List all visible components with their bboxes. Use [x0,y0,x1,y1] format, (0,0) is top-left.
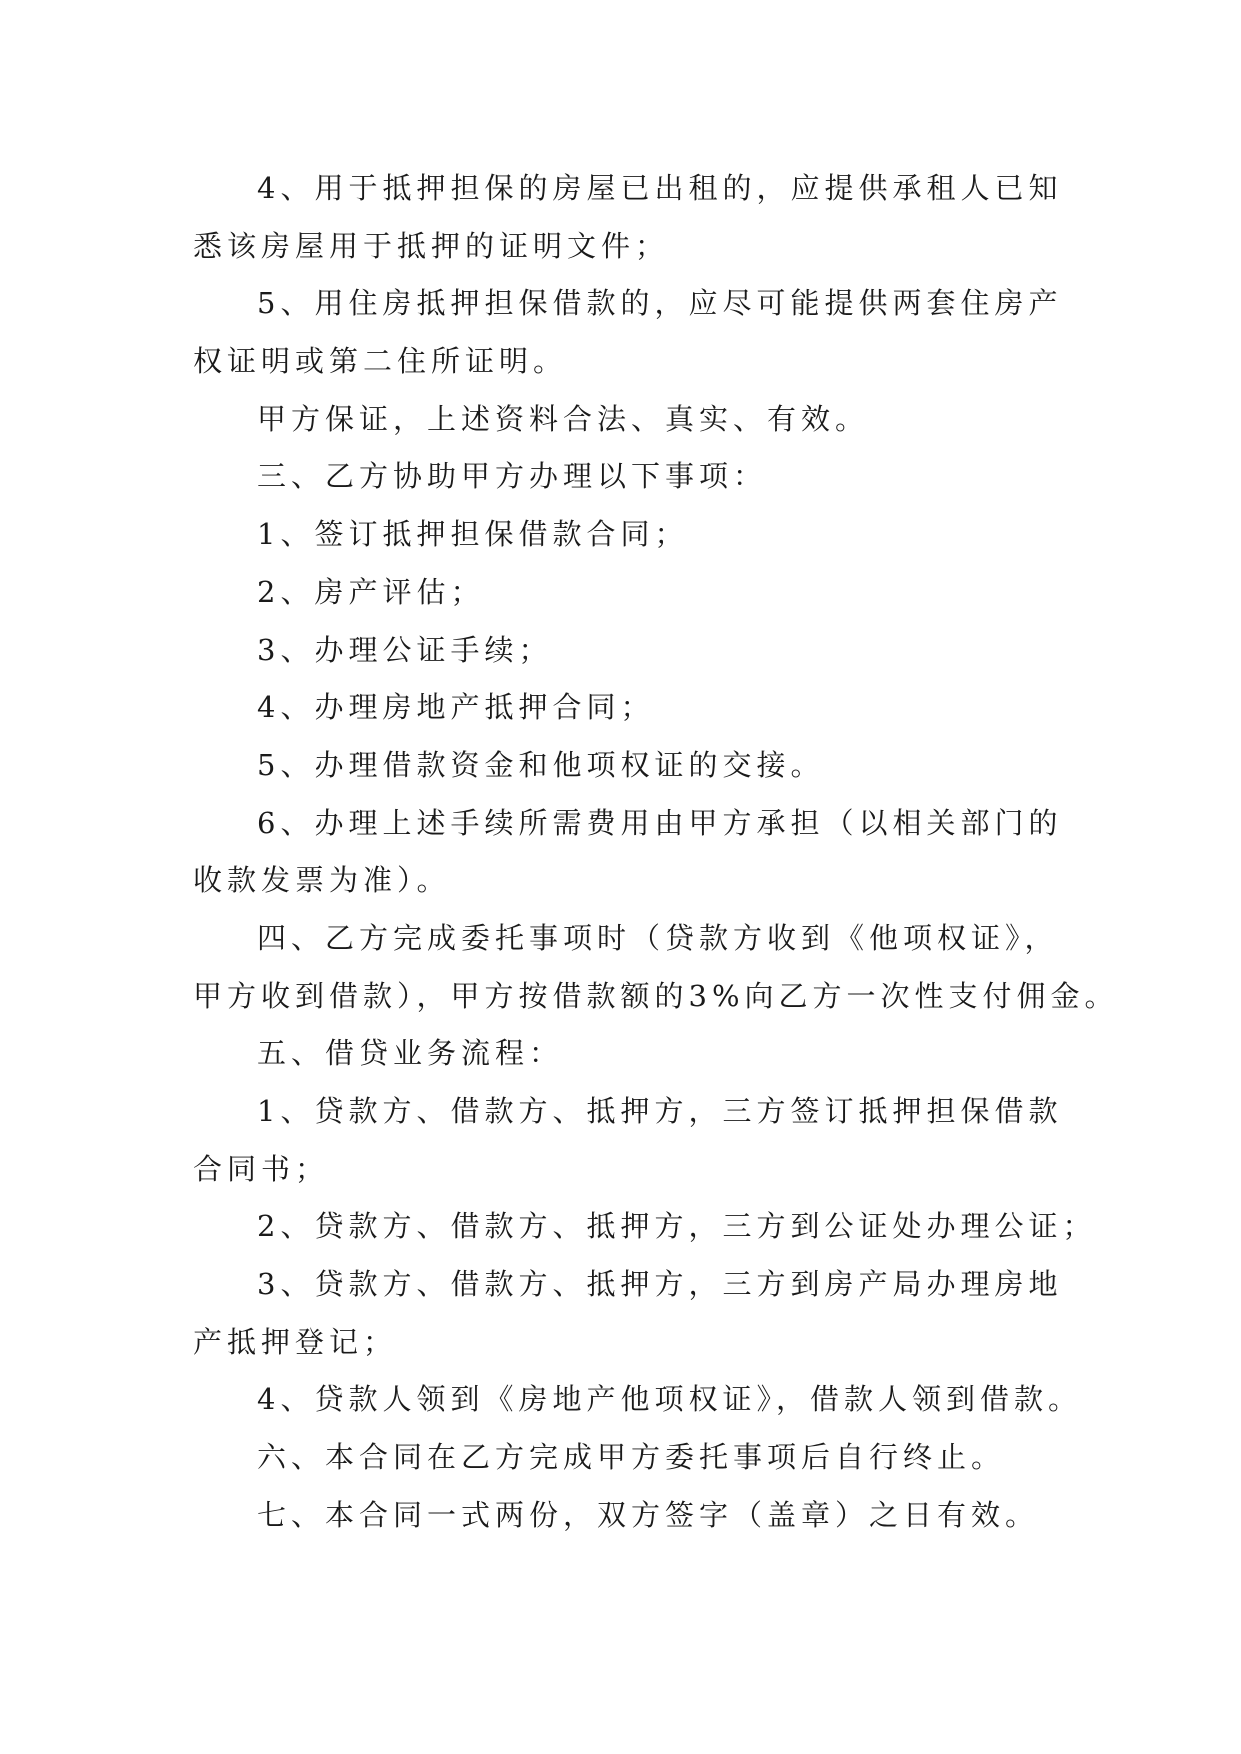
text-line: 产抵押登记； [193,1324,398,1359]
text-line: 4、贷款人领到《房地产他项权证》，借款人领到借款。 [257,1382,1082,1417]
text-line: 2、贷款方、借款方、抵押方，三方到公证处办理公证； [257,1209,1097,1244]
text-line: 4、用于抵押担保的房屋已出租的，应提供承租人已知 [257,171,1063,205]
text-line: 5、用住房抵押担保借款的，应尽可能提供两套住房产 [257,286,1063,321]
text-line: 悉该房屋用于抵押的证明文件； [193,228,670,263]
text-line: 4、办理房地产抵押合同； [257,690,655,725]
document-body [193,160,1119,1545]
text-line: 3、办理公证手续； [257,632,553,667]
text-line: 权证明或第二住所证明。 [193,344,568,379]
text-line: 三、乙方协助甲方办理以下事项： [257,459,768,494]
text-line: 六、本合同在乙方完成甲方委托事项后自行终止。 [257,1440,1006,1475]
text-line: 1、贷款方、借款方、抵押方，三方签订抵押担保借款 [257,1094,1063,1128]
text-line: 1、签订抵押担保借款合同； [257,517,689,552]
text-line: 合同书； [193,1151,330,1186]
text-line: 收款发票为准）。 [193,863,451,898]
text-line: 四、乙方完成委托事项时（贷款方收到《他项权证》， [257,920,1059,955]
text-line: 甲方收到借款），甲方按借款额的3%向乙方一次性支付佣金。 [193,978,1119,1013]
text-line: 3、贷款方、借款方、抵押方，三方到房产局办理房地 [257,1267,1063,1302]
text-line: 甲方保证，上述资料合法、真实、有效。 [257,401,870,436]
text-line: 2、房产评估； [257,574,485,609]
text-line: 6、办理上述手续所需费用由甲方承担（以相关部门的 [257,805,1063,840]
text-line: 5、办理借款资金和他项权证的交接。 [257,747,825,782]
text-line: 五、借贷业务流程： [257,1036,564,1071]
text-line: 七、本合同一式两份，双方签字（盖章）之日有效。 [257,1497,1040,1532]
